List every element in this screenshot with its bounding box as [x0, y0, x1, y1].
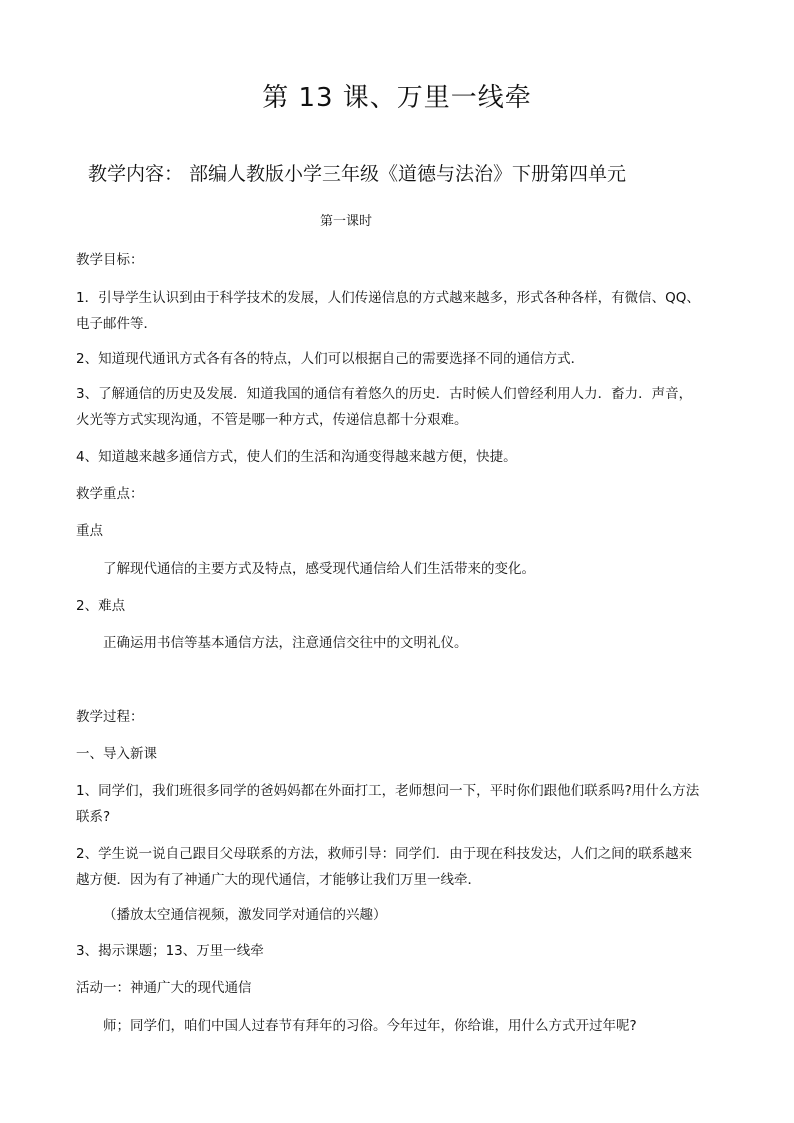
intro-step-1-line-1: 1、同学们，我们班很多同学的爸妈妈都在外面打工，老师想问一下，平时你们跟他们联系吗?用什么方法: [76, 783, 700, 799]
intro-step-3: 3、揭示课题；13、万里一线牵: [76, 943, 264, 959]
key-point-label: 重点: [76, 523, 103, 539]
goal-1-line-2: 电子邮件等．: [76, 316, 157, 332]
goal-4: 4、知道越来越多通信方式，使人们的生活和沟通变得越来越方便，快捷。: [76, 449, 517, 465]
goal-2: 2、知道现代通讯方式各有各的特点，人们可以根据自己的需要选择不同的通信方式．: [76, 351, 585, 367]
document-title: 第 13 课、万里一线牵: [262, 83, 532, 113]
intro-step-2-line-2: 越方便．因为有了神通广大的现代通信，才能够让我们万里一线牵．: [76, 872, 481, 888]
goal-3-line-2: 火光等方式实现沟通，不管是哪一种方式，传递信息都十分艰难。: [76, 412, 468, 428]
video-note: （播放太空通信视频，激发同学对通信的兴趣）: [103, 907, 387, 923]
teaching-process-heading: 教学过程：: [76, 709, 144, 725]
teaching-content-heading: 教学内容： 部编人教版小学三年级《道德与法治》下册第四单元: [88, 163, 627, 185]
goal-3-line-1: 3、了解通信的历史及发展．知道我国的通信有着悠久的历史．古时候人们曾经利用人力．畜力．声音，: [76, 386, 693, 402]
section-intro-heading: 一、导入新课: [76, 746, 157, 762]
activity-1-heading: 活动一：神通广大的现代通信: [76, 980, 252, 996]
intro-step-1-line-2: 联系?: [76, 809, 111, 825]
activity-1-text: 师；同学们，咱们中国人过春节有拜年的习俗。今年过年，你给谁，用什么方式开过年呢?: [103, 1018, 637, 1034]
goal-1-line-1: 1．引导学生认识到由于科学技术的发展，人们传递信息的方式越来越多，形式各种各样，有微信、QQ、: [76, 290, 700, 306]
difficulty-label: 2、难点: [76, 598, 126, 614]
session-label: 第一课时: [320, 214, 373, 229]
intro-step-2-line-1: 2、学生说一说自己跟目父母联系的方法，救师引导：同学们．由于现在科技发达，人们之间的联系越来: [76, 846, 693, 862]
key-points-heading: 救学重点：: [76, 486, 144, 502]
teaching-goals-heading: 教学目标：: [76, 252, 144, 268]
key-point-text: 了解现代通信的主要方式及特点，感受现代通信给人们生活带来的变化。: [103, 561, 535, 577]
difficulty-text: 正确运用书信等基本通信方法，注意通信交往中的文明礼仪。: [103, 635, 468, 651]
